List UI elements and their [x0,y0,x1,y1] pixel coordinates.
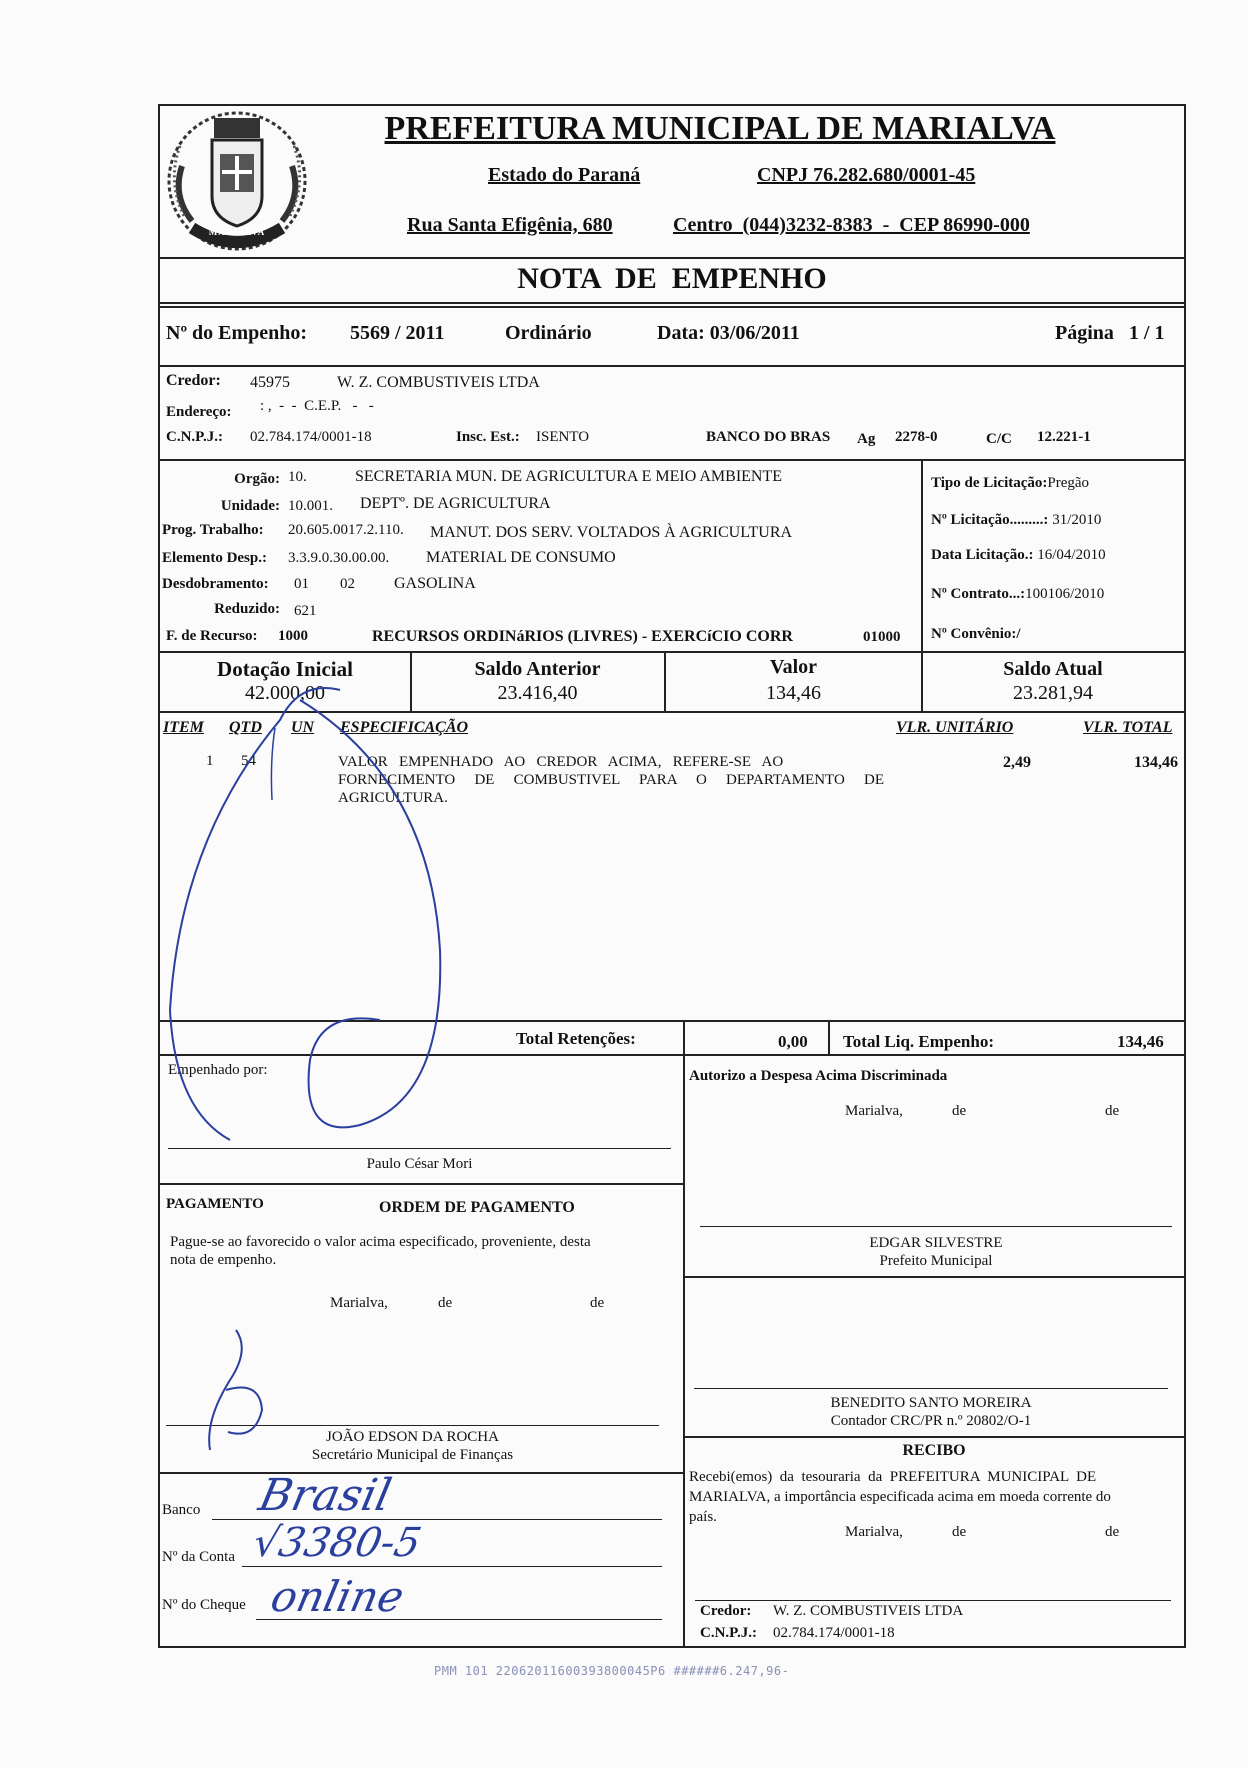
unidade-name: DEPTº. DE AGRICULTURA [360,495,551,512]
retencoes-value: 0,00 [778,1032,808,1051]
account-label: C/C [986,431,1012,447]
orgao-code: 10. [288,469,307,485]
saldo-atual-label: Saldo Atual [1003,658,1103,680]
item-qtd: 54 [241,753,256,769]
pagamento-text-line-1: Pague-se ao favorecido o valor acima especificado, proveniente, desta [170,1234,591,1250]
ordem-pagamento-label: ORDEM DE PAGAMENTO [379,1199,575,1216]
unidade-code: 10.001. [288,498,333,514]
banco-label: Banco [162,1502,201,1518]
autorizo-de-2: de [1105,1103,1120,1119]
conta-handwritten: √3380-5 [249,1520,426,1566]
secretario-name: JOÃO EDSON DA ROCHA [326,1429,499,1445]
credor-name: W. Z. COMBUSTIVEIS LTDA [337,374,540,391]
liq-value: 134,46 [1117,1032,1164,1051]
item-spec-line-2: FORNECIMENTO DE COMBUSTIVEL PARA O DEPARTAMENTO DE [338,772,884,788]
pagamento-de-2: de [590,1295,605,1311]
desdobramento-name: GASOLINA [394,575,476,592]
address-value: : , - - C.E.P. - - [260,398,374,414]
empenho-label: Nº do Empenho: [166,322,308,344]
item-spec-line-3: AGRICULTURA. [338,790,448,806]
col-item: ITEM [163,719,204,736]
recibo-text-line-2: MARIALVA, a importância especificada acima em moeda corrente do [689,1489,1111,1505]
orgao-name: SECRETARIA MUN. DE AGRICULTURA E MEIO AMBIENTE [355,468,783,485]
item-spec-line-1: VALOR EMPENHADO AO CREDOR ACIMA, REFERE-SE AO [338,754,784,770]
fonte-name: RECURSOS ORDINáRIOS (LIVRES) - EXERCíCIO CORR [372,628,793,645]
autorizo-city: Marialva, [845,1103,903,1119]
reduzido-value: 621 [294,603,317,619]
recibo-cnpj-label: C.N.P.J.: [700,1625,757,1641]
page-number: Página 1 / 1 [1055,322,1165,344]
contador-name: BENEDITO SANTO MOREIRA [830,1395,1032,1411]
empenhado-name: Paulo César Mori [366,1156,473,1172]
col-qtd: QTD [229,719,262,736]
state-name: Estado do Paraná [488,164,641,186]
prog-code: 20.605.0017.2.110. [288,522,404,538]
item-unit-value: 2,49 [1003,754,1031,771]
empenho-type: Ordinário [505,322,592,344]
recibo-label: RECIBO [902,1442,966,1459]
autorizo-label: Autorizo a Despesa Acima Discriminada [689,1068,948,1084]
fonte-code-2: 01000 [863,629,901,645]
recibo-de-2: de [1105,1524,1120,1540]
agency-label: Ag [857,431,876,447]
pagamento-de-1: de [438,1295,453,1311]
unidade-label: Unidade: [220,498,280,514]
recibo-credor-name: W. Z. COMBUSTIVEIS LTDA [773,1603,964,1619]
municipal-crest [162,106,312,256]
table-row [160,750,1184,820]
recibo-de-1: de [952,1524,967,1540]
dotacao-value: 42.000,00 [245,682,325,704]
dotacao-label: Dotação Inicial [217,657,353,681]
conta-label: Nº da Conta [162,1549,235,1565]
saldo-atual-value: 23.281,94 [1013,682,1093,704]
orgao-label: Orgão: [234,471,280,487]
recibo-credor-label: Credor: [700,1603,752,1619]
recibo-city: Marialva, [845,1524,903,1540]
fonte-label: F. de Recurso: [166,628,258,644]
valor-value: 134,46 [766,682,821,704]
convenio-label: Nº Convênio:/ [931,626,1021,642]
prog-label: Prog. Trabalho: [162,522,264,538]
elemento-code: 3.3.9.0.30.00.00. [288,550,390,566]
valor-label: Valor [769,656,818,678]
fonte-code: 1000 [278,628,308,644]
credor-label: Credor: [166,372,221,389]
elemento-name: MATERIAL DE CONSUMO [426,549,616,566]
contador-role: Contador CRC/PR n.º 20802/O-1 [830,1413,1032,1429]
footer-code: PMM 101 22062011600393800045P6 ######6.247,96- [434,1664,790,1678]
prog-name: MANUT. DOS SERV. VOLTADOS À AGRICULTURA [430,524,793,541]
municipality-contact: Centro (044)3232-8383 - CEP 86990-000 [673,214,1030,236]
col-un: UN [291,719,315,736]
retencoes-label: Total Retenções: [516,1029,636,1048]
cheque-handwritten: online [266,1572,409,1621]
empenho-date: Data: 03/06/2011 [657,322,800,344]
pagamento-label: PAGAMENTO [166,1196,264,1212]
municipality-title: PREFEITURA MUNICIPAL DE MARIALVA [384,110,1056,147]
recibo-text-line-1: Recebi(emos) da tesouraria da PREFEITURA MUNICIPAL DE [689,1469,1097,1485]
municipality-address: Rua Santa Efigênia, 680 [407,214,613,236]
licitacao-number-label: Nº Licitação.........: 31/2010 [931,512,1102,528]
bank-name: BANCO DO BRAS [706,429,831,445]
recibo-text-line-3: país. [689,1509,717,1525]
item-total-value: 134,46 [1134,754,1178,771]
empenhado-label: Empenhado por: [168,1062,268,1078]
credor-code: 45975 [250,374,290,391]
insc-value: ISENTO [536,429,590,445]
col-total-value: VLR. TOTAL [1083,719,1173,736]
agency-value: 2278-0 [895,429,938,445]
col-spec: ESPECIFICAÇÃO [340,719,469,736]
desdobramento-label: Desdobramento: [162,576,269,592]
prefeito-role: Prefeito Municipal [879,1253,993,1269]
crest-text: MARIALVA [208,227,266,237]
desdobramento-a: 01 [294,576,309,592]
reduzido-label: Reduzido: [214,601,280,617]
pagamento-text-line-2: nota de empenho. [170,1252,277,1268]
licitacao-type-label: Tipo de Licitação:Pregão [931,475,1090,491]
prefeito-name: EDGAR SILVESTRE [869,1235,1003,1251]
autorizo-de-1: de [952,1103,967,1119]
item-number: 1 [206,753,214,769]
col-unit-value: VLR. UNITÁRIO [896,719,1014,736]
secretario-role: Secretário Municipal de Finanças [311,1447,514,1463]
elemento-label: Elemento Desp.: [162,550,267,566]
saldo-anterior-label: Saldo Anterior [474,658,601,680]
empenho-number: 5569 / 2011 [350,322,445,344]
licitacao-date-label: Data Licitação.: 16/04/2010 [931,547,1106,563]
account-value: 12.221-1 [1037,429,1091,445]
desdobramento-b: 02 [340,576,355,592]
banco-handwritten: Brasil [254,1470,396,1521]
document-title: NOTA DE EMPENHO [517,262,827,295]
saldo-anterior-value: 23.416,40 [497,682,578,704]
credor-cnpj-label: C.N.P.J.: [166,429,223,445]
insc-label: Insc. Est.: [456,429,520,445]
address-label: Endereço: [166,404,232,420]
cheque-label: Nº do Cheque [162,1597,246,1613]
recibo-cnpj: 02.784.174/0001-18 [773,1625,895,1641]
contrato-label: Nº Contrato...:100106/2010 [931,586,1105,602]
liq-label: Total Liq. Empenho: [843,1032,994,1051]
credor-cnpj: 02.784.174/0001-18 [250,429,372,445]
pagamento-city: Marialva, [330,1295,388,1311]
municipality-cnpj: CNPJ 76.282.680/0001-45 [757,164,976,186]
